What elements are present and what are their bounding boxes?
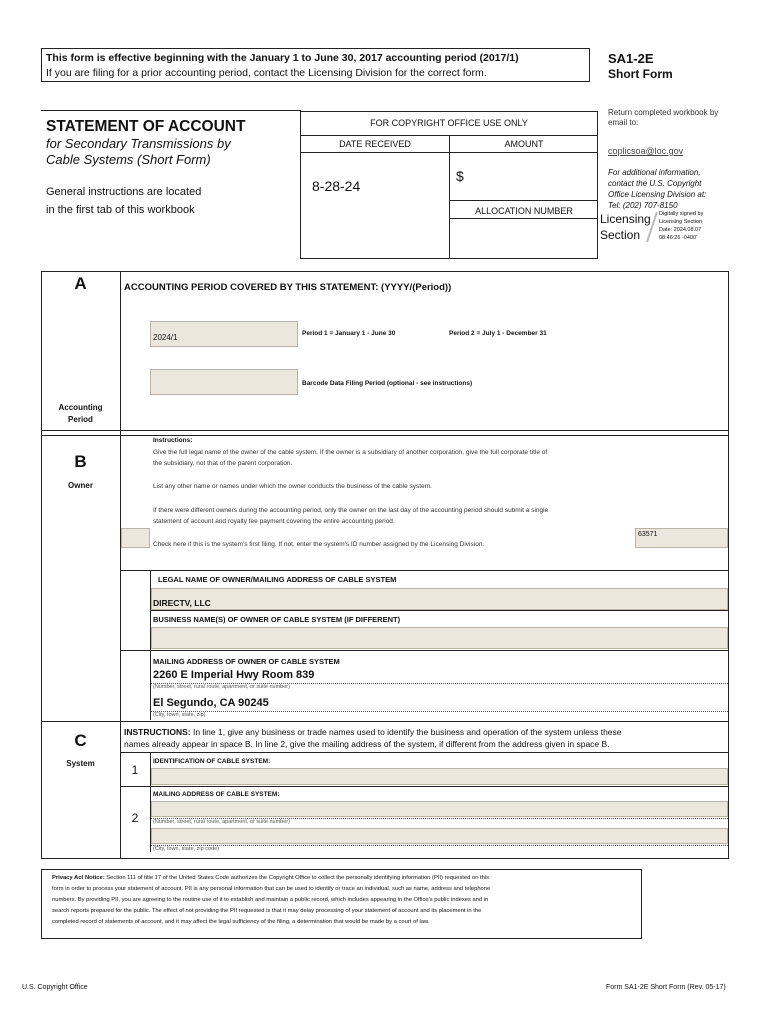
section-a-heading: ACCOUNTING PERIOD COVERED BY THIS STATEMENT: (YYYY/(Period)) [124, 282, 452, 293]
section-c-instructions-text-1: In line 1, give any business or trade names used to identify the business and operation of the system unless these [190, 727, 622, 737]
section-b-side: Owner [68, 481, 93, 490]
privacy-line-1 [52, 875, 489, 881]
privacy-line-5: completed record of statements of account, and it may affect the legal sufficiency of the filing, a determination that would be made by a court of law. [52, 919, 430, 925]
owner-street-value[interactable]: 2260 E Imperial Hwy Room 839 [153, 669, 315, 681]
privacy-line-2: form in order to process your statement of account. PII is any personal information that can be used to identify or trace an individual, such as name, address and telephone [52, 886, 491, 892]
date-received-value: 8-28-24 [312, 178, 361, 194]
privacy-line-4: search reports prepared for the public. The effect of not providing the PII requested is that it may delay processing of your statement of account and its placement in the [52, 908, 482, 914]
contact-info-1: For additional information, [608, 168, 701, 177]
return-line-1: Return completed workbook by [608, 108, 719, 117]
digital-sign-3: Date: 2024.08.07 [659, 227, 702, 233]
return-email-link[interactable]: coplicsoa@loc.gov [608, 146, 684, 156]
section-c-letter: C [74, 731, 87, 750]
identification-input[interactable] [151, 768, 728, 785]
owner-city-hint: (City, town, state, zip) [153, 712, 206, 718]
instructions-line-3: List any other name or names under which the owner conducts the business of the cable system. [153, 483, 432, 490]
system-mailing-label: MAILING ADDRESS OF CABLE SYSTEM: [153, 791, 280, 798]
system-city-hint: (City, town, state, zip code) [153, 846, 219, 852]
instructions-line-5: statement of account and royalty fee payment covering the entire accounting period. [153, 518, 395, 525]
legal-name-value: DIRECTV, LLC [153, 598, 211, 608]
return-line-2: email to: [608, 118, 639, 127]
amount-dollar-sign: $ [456, 168, 464, 184]
contact-info-2: contact the U.S. Copyright [608, 179, 702, 188]
mailing-address-label: MAILING ADDRESS OF OWNER OF CABLE SYSTEM [153, 657, 340, 666]
effective-line-1: This form is effective beginning with the January 1 to June 30, 2017 accounting period (2017/1) [46, 52, 519, 64]
line-2-number: 2 [131, 811, 139, 825]
business-name-label: BUSINESS NAME(S) OF OWNER OF CABLE SYSTEM (IF DIFFERENT) [153, 615, 401, 624]
first-filing-label: Check here if this is the system's first filing. If not, enter the system's ID number assigned by the Licensing Division. [153, 541, 485, 548]
date-received-label: DATE RECEIVED [339, 139, 411, 149]
office-use-title: FOR COPYRIGHT OFFICE USE ONLY [370, 118, 528, 128]
instructions-line-2: the subsidiary, not that of the parent corporation. [153, 460, 293, 467]
privacy-line-3: numbers. By providing PII, you are agreeing to the routine use of it to establish and maintain a public record, which includes appearing in the Office's public indexes and in [52, 897, 489, 903]
privacy-text-1: Section 111 of title 17 of the United States Code authorizes the Copyright Office to collect the personally identifying information (PII) requested on this [104, 875, 490, 881]
signature-name-2: Section [600, 228, 641, 242]
section-c-side: System [66, 759, 95, 768]
legal-name-input[interactable] [151, 588, 728, 610]
digital-sign-2: Licensing Section [659, 219, 703, 225]
privacy-label: Privacy Act Notice: [52, 875, 105, 881]
business-name-input[interactable] [151, 627, 728, 649]
instructions-line-1: Give the full legal name of the owner of the cable system. If the owner is a subsidiary of another corporation, give the full corporate title of [153, 449, 548, 456]
effective-line-2: If you are filing for a prior accounting period, contact the Licensing Division for the correct form. [46, 67, 487, 79]
section-c-instructions-label: INSTRUCTIONS: [124, 727, 191, 737]
footer-left: U.S. Copyright Office [22, 984, 88, 991]
page-title: STATEMENT OF ACCOUNT [46, 118, 246, 135]
title-sub-2: Cable Systems (Short Form) [46, 152, 211, 167]
instructions-line-4: If there were different owners during the accounting period, only the owner on the last day of the accounting period should submit a single [153, 507, 549, 514]
section-a-side-1: Accounting [58, 403, 103, 412]
form-id: SA1-2E [608, 51, 654, 66]
title-rule [41, 110, 301, 111]
signature-name-1: Licensing [600, 212, 651, 226]
section-b-letter: B [74, 452, 87, 471]
section-a-letter: A [74, 274, 87, 293]
accounting-period-value: 2024/1 [153, 333, 178, 342]
barcode-period-label: Barcode Data Filing Period (optional - see instructions) [302, 380, 473, 387]
amount-label: AMOUNT [504, 139, 544, 149]
digital-sign-1: Digitally signed by [659, 211, 704, 217]
barcode-period-input[interactable] [150, 369, 298, 395]
contact-info-3: Office Licensing Division at: [608, 190, 707, 199]
owner-street-hint: (Number, street, rural route, apartment, or suite number) [153, 684, 290, 690]
allocation-number-label: ALLOCATION NUMBER [475, 206, 573, 216]
period-1-note: Period 1 = January 1 - June 30 [302, 330, 396, 337]
section-c-instructions-2: names already appear in space B. In line 2, give the mailing address of the system, if different from the address given in space B. [124, 739, 610, 749]
system-street-hint: (Number, street, rural route, apartment, or suite number) [153, 819, 290, 825]
system-mailing-input-2[interactable] [151, 828, 728, 844]
legal-name-label: LEGAL NAME OF OWNER/MAILING ADDRESS OF CABLE SYSTEM [158, 575, 397, 584]
general-instructions-1: General instructions are located [46, 186, 202, 198]
footer-right: Form SA1-2E Short Form (Rev. 05-17) [606, 984, 726, 991]
system-mailing-input-1[interactable] [151, 801, 728, 817]
digital-sign-4: 08:46:26 -0400' [659, 235, 698, 241]
line-1-number: 1 [131, 763, 139, 777]
title-sub-1: for Secondary Transmissions by [46, 136, 231, 151]
first-filing-checkbox[interactable] [121, 528, 150, 548]
system-id-value: 63571 [638, 531, 658, 538]
contact-info-4: Tel: (202) 707-8150 [608, 201, 678, 210]
identification-label: IDENTIFICATION OF CABLE SYSTEM: [153, 758, 271, 765]
period-2-note: Period 2 = July 1 - December 31 [449, 330, 547, 337]
instructions-title: Instructions: [153, 437, 193, 444]
section-a-side-2: Period [68, 415, 93, 424]
owner-city-value[interactable]: El Segundo, CA 90245 [153, 697, 269, 709]
section-c-instructions-1 [124, 727, 622, 737]
signature-slash-mark [645, 210, 659, 244]
form-type: Short Form [608, 67, 673, 81]
general-instructions-2: in the first tab of this workbook [46, 204, 195, 216]
